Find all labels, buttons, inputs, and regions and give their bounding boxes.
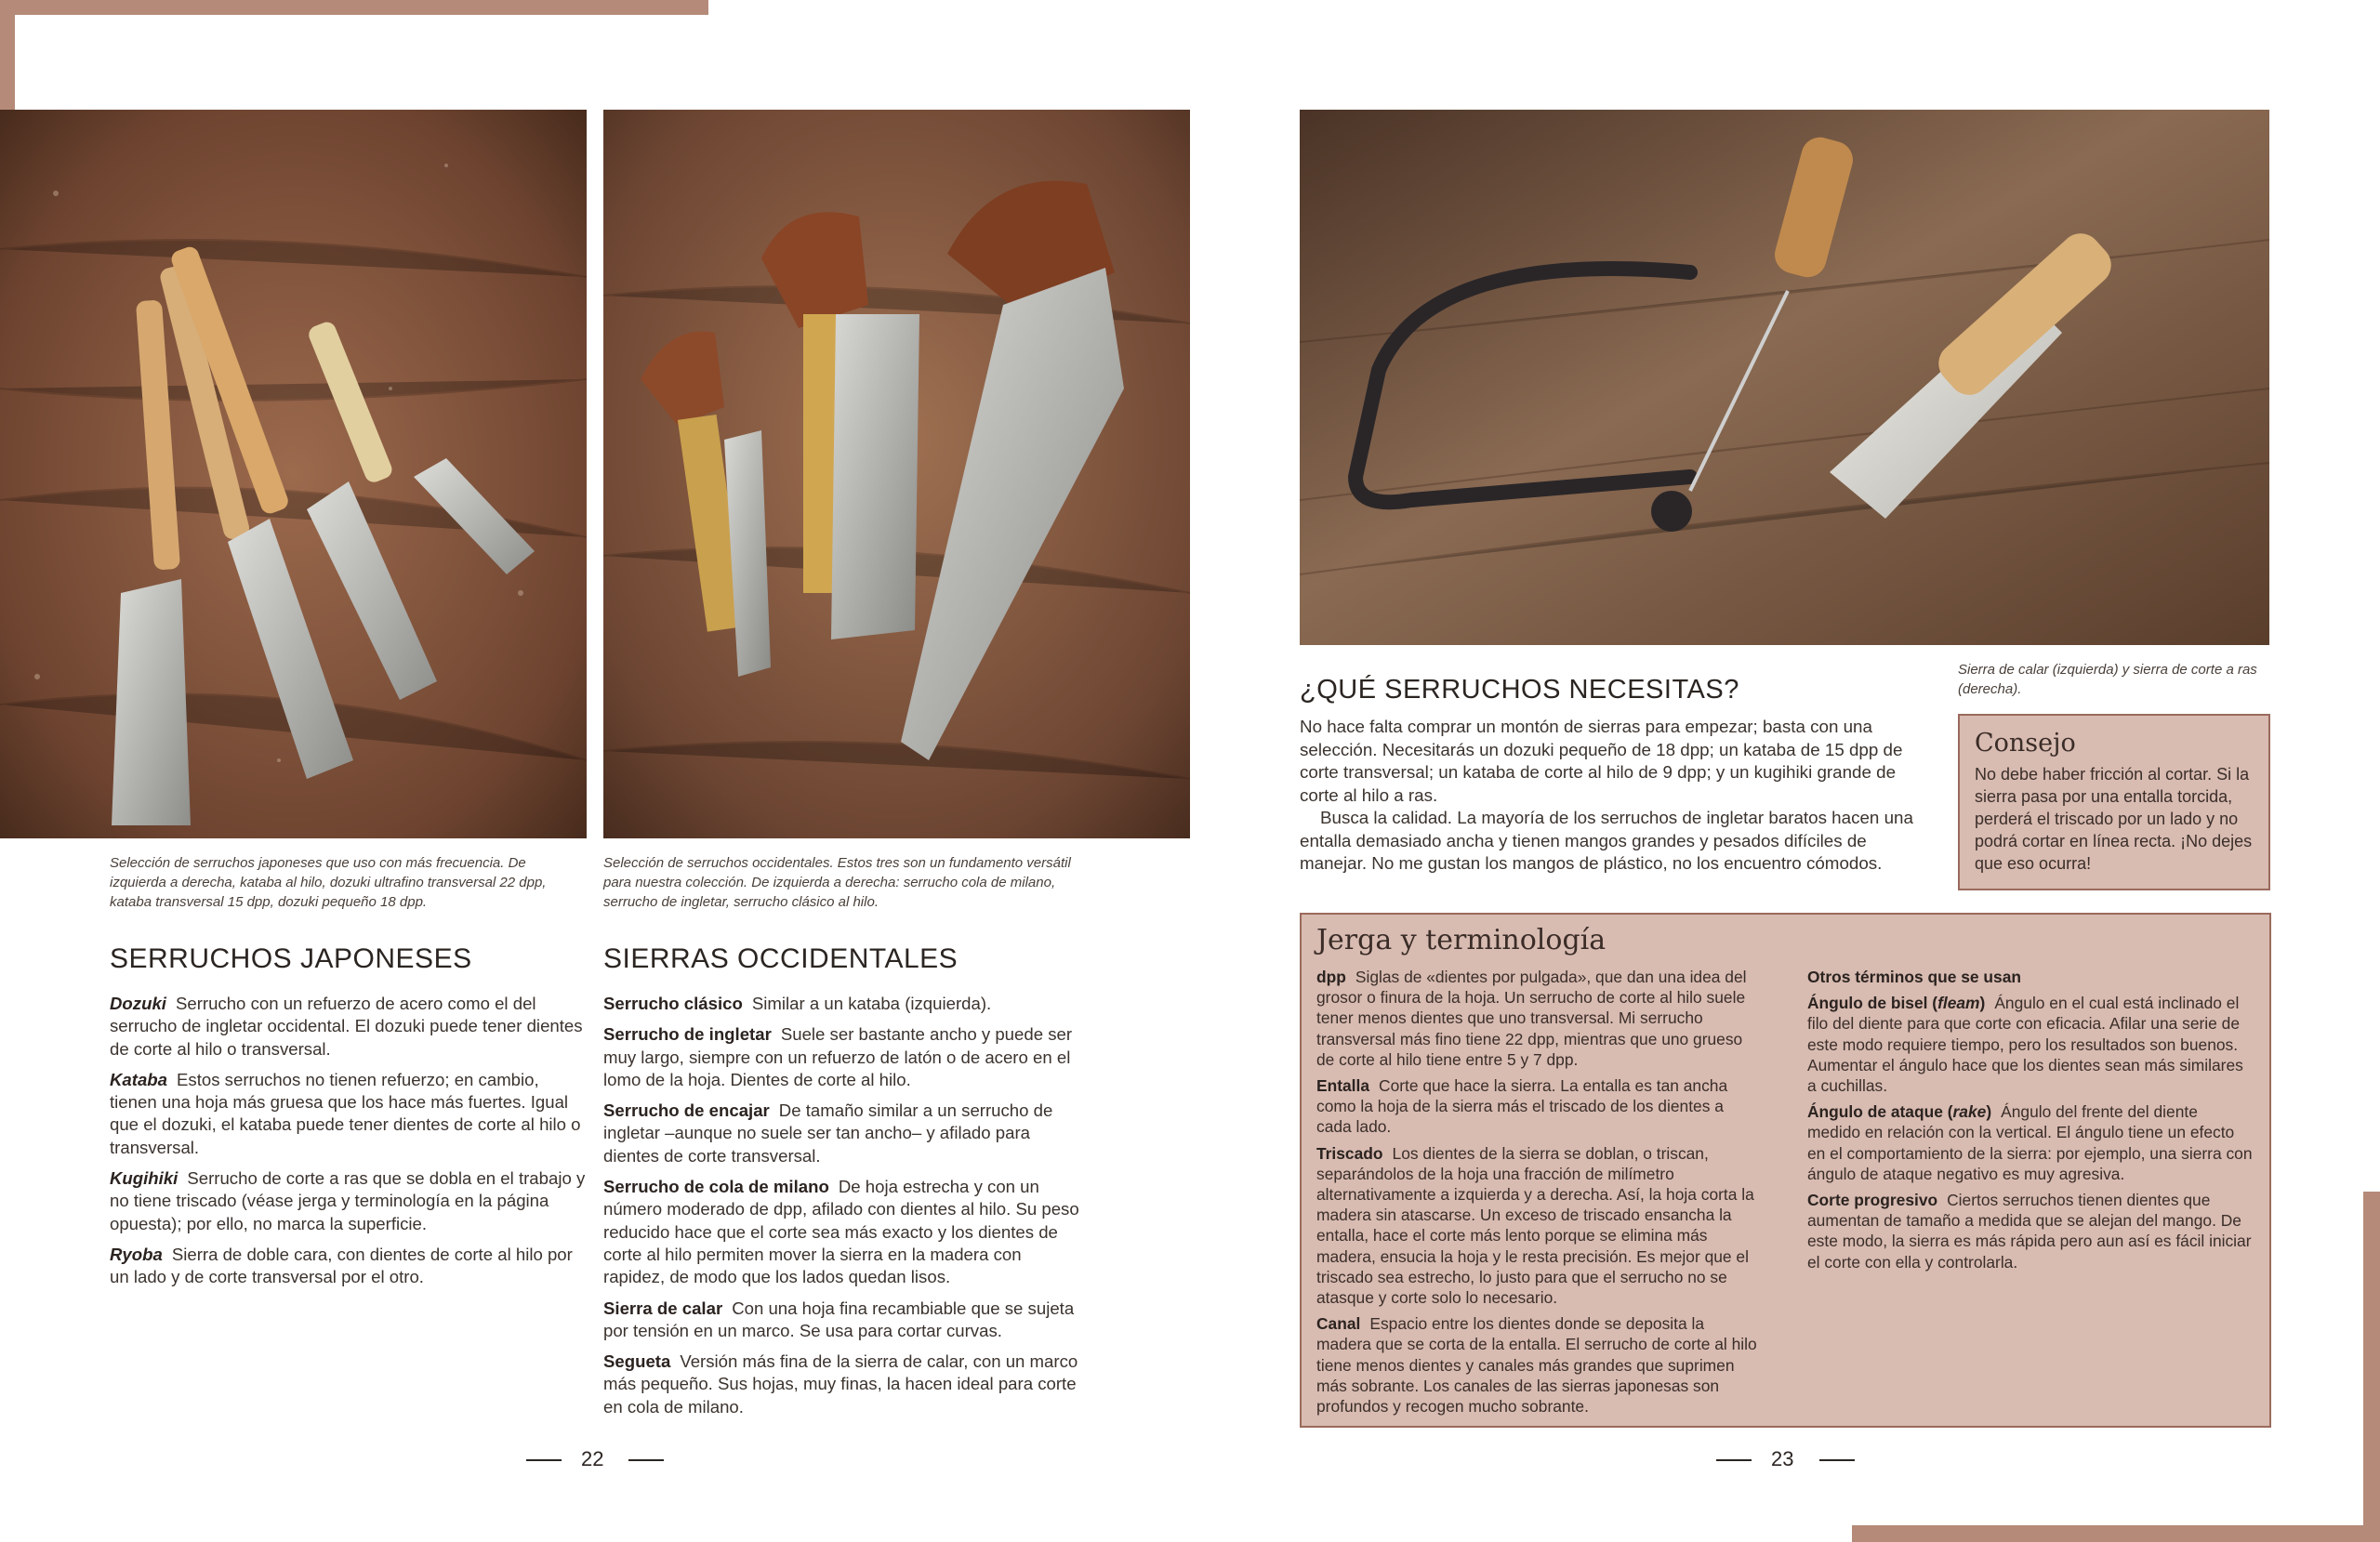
occidentales-entries — [603, 993, 1087, 1427]
jerga-box — [1300, 913, 2271, 1428]
japoneses-entries — [110, 993, 588, 1298]
entry-text: Espacio entre los dientes donde se deposita la madera que se corta de la entalla. El serrucho de corte al hilo tiene menos dientes y canales más grandes que suprimen más sobrante. Los canales de las sierras japonesas son profundos y recogen mucho sobrante. — [1316, 1314, 1757, 1417]
occidentales-entry — [603, 1351, 1087, 1418]
paragraph-2: Busca la calidad. La mayoría de los serruchos de ingletar baratos hacen una entalla demasiado ancha y tienen mangos grandes y pesados difíciles de manejar. No me gustan los mangos de plástico, no los encuentro cómodos. — [1300, 808, 1913, 873]
entry-text: Serrucho de corte a ras que se dobla en el trabajo y no tiene triscado (véase jerga y terminología en la página opuesta); por ello, no marca la superficie. — [110, 1168, 586, 1233]
occidentales-entry — [603, 1100, 1087, 1167]
jerga-entry-angulo-bisel — [1807, 993, 2254, 1096]
entry-term: Corte progresivo — [1807, 1191, 1938, 1210]
jerga-entry-corte-progresivo — [1807, 1190, 2254, 1272]
entry-text: Estos serruchos no tienen refuerzo; en cambio, tienen una hoja más gruesa que los hace más fuertes. Igual que el dozuki, el kataba puede tener dientes de corte al hilo o transversal. — [110, 1069, 581, 1157]
photo1-caption: Selección de serruchos japoneses que uso con más frecuencia. De izquierda a derecha, kataba al hilo, dozuki ultrafino transversal 22 dpp, kataba transversal 15 dpp, dozuki pequeño 18 dpp. — [110, 855, 547, 910]
entry-term: Ryoba — [110, 1244, 163, 1264]
entry-text: Corte que hace la sierra. La entalla es tan ancha como la hoja de la sierra más el triscado de los dientes a cada lado. — [1316, 1076, 1728, 1137]
entry-term: Entalla — [1316, 1076, 1370, 1096]
entry-text: De tamaño similar a un serrucho de ingletar –aunque no suele ser tan ancho– y afilado para dientes de corte transversal. — [603, 1100, 1053, 1166]
entry-term: Serrucho clásico — [603, 994, 743, 1013]
entry-kataba — [110, 1069, 588, 1159]
top-left-accent-bar — [0, 0, 708, 15]
consejo-title: Consejo — [1975, 729, 2076, 758]
page-number-dash-right — [628, 1459, 664, 1461]
section-title-occidentales: SIERRAS OCCIDENTALES — [603, 943, 959, 974]
occidentales-entry — [603, 1298, 1087, 1343]
jerga-entry-canal — [1316, 1313, 1763, 1417]
entry-term: Dozuki — [110, 994, 166, 1013]
left-edge-accent-bar — [0, 0, 15, 110]
entry-text: Sierra de doble cara, con dientes de corte al hilo por un lado y de corte transversal por el otro. — [110, 1244, 573, 1287]
entry-term: Canal — [1316, 1314, 1361, 1334]
entry-term-italic: rake — [1952, 1102, 1987, 1122]
entry-term-end: ) — [1979, 994, 1986, 1013]
jerga-entry-dpp — [1316, 967, 1763, 1070]
entry-ryoba — [110, 1244, 588, 1289]
entry-term: Kataba — [110, 1069, 168, 1089]
japanese-saws-photo — [0, 110, 587, 838]
bottom-right-accent-bar — [1852, 1525, 2380, 1542]
entry-text: Los dientes de la sierra se doblan, o triscan, separándolos de la hoja una fracción de milímetro alternativamente a izquierda y a derecha. Así, la hoja corta la madera sin atascarse. Un exceso de triscado ensancha la entalla, hace el corte más lento porque se elimina más madera, ensucia la hoja y le resta precisión. Es mejor que el triscado sea estrecho, lo justo para que el serrucho no se atasque y corte solo lo necesario. — [1316, 1143, 1754, 1308]
otros-terminos-heading: Otros términos que se usan — [1807, 968, 2022, 986]
page-number-dash-right — [1819, 1459, 1855, 1461]
entry-text: Con una hoja fina recambiable que se sujeta por tensión en un marco. Se usa para cortar curvas. — [603, 1298, 1075, 1340]
entry-term: dpp — [1316, 968, 1346, 986]
entry-text: Suele ser bastante ancho y puede ser muy largo, siempre con un refuerzo de latón o de acero en el lomo de la hoja. Dientes de corte al hilo. — [603, 1024, 1073, 1089]
entry-term-end: ) — [1986, 1102, 1992, 1122]
consejo-text: No debe haber fricción al cortar. Si la sierra pasa por una entalla torcida, perderá el triscado por un lado y no podrá cortar en línea recta. ¡No dejes que eso ocurra! — [1975, 765, 2253, 873]
entry-text: Versión más fina de la sierra de calar, con un marco más pequeño. Sus hojas, muy finas, la hacen ideal para corte en cola de milano. — [603, 1351, 1078, 1417]
western-saws-photo — [603, 110, 1190, 838]
coping-and-flush-saw-photo — [1300, 110, 2269, 645]
entry-term — [1807, 994, 1985, 1012]
entry-text: Similar a un kataba (izquierda). — [751, 994, 992, 1013]
entry-text: Ángulo en el cual está inclinado el filo del diente para que corte con eficacia. Afilar una serie de este modo requiere tiempo, pero los resultados son buenos. Aumentar el ángulo hace que los dientes sean más similares a cuchillas. — [1807, 994, 2243, 1096]
photo2-caption: Selección de serruchos occidentales. Estos tres son un fundamento versátil para nuestra colección. De izquierda a derecha: serrucho cola de milano, serrucho de ingletar, serrucho clásico al hilo. — [603, 855, 1071, 910]
entry-dozuki — [110, 993, 588, 1061]
occidentales-entry — [603, 1176, 1087, 1288]
entry-term-italic: fleam — [1937, 994, 1980, 1013]
entry-term: Serrucho de cola de milano — [603, 1177, 829, 1197]
occidentales-entry — [603, 1023, 1087, 1091]
entry-text: De hoja estrecha y con un número moderado de dpp, afilado con dientes al hilo. Su peso reducido hace que el corte sea más exacto y los dientes de corte al hilo permiten mover la sierra en la madera con rapidez, de modo que los lados quedan lisos. — [603, 1177, 1079, 1287]
entry-term-start: Ángulo de ataque ( — [1807, 1102, 1953, 1122]
que-serruchos-body — [1300, 716, 1923, 876]
entry-term: Kugihiki — [110, 1168, 178, 1189]
section-title-japoneses: SERRUCHOS JAPONESES — [110, 943, 472, 974]
jerga-column-2 — [1807, 967, 2254, 1278]
entry-term: Segueta — [603, 1351, 671, 1372]
entry-term: Triscado — [1316, 1143, 1383, 1163]
entry-text: Serrucho con un refuerzo de acero como el del serrucho de ingletar occidental. El dozuki puede tener dientes de corte al hilo o transversal. — [110, 994, 583, 1059]
entry-text: Ángulo del frente del diente medido en relación con la vertical. El ángulo tiene un efecto en el comportamiento de la sierra: por ejemplo, una sierra con ángulo de ataque negativo es muy agresiva. — [1807, 1102, 2253, 1183]
page-number-23: 23 — [1771, 1447, 1794, 1470]
heading-que-serruchos: ¿QUÉ SERRUCHOS NECESITAS? — [1300, 675, 1739, 705]
page-number-22: 22 — [581, 1447, 604, 1470]
entry-term: Serrucho de encajar — [603, 1100, 770, 1121]
occidentales-entry — [603, 993, 1087, 1015]
page-number-dash-left — [1716, 1459, 1752, 1461]
consejo-box — [1958, 714, 2270, 890]
entry-term: Serrucho de ingletar — [603, 1024, 772, 1045]
photo3-caption: Sierra de calar (izquierda) y sierra de corte a ras (derecha). — [1958, 662, 2257, 697]
jerga-entry-angulo-ataque — [1807, 1101, 2254, 1184]
entry-term-start: Ángulo de bisel ( — [1807, 994, 1938, 1013]
right-edge-accent-bar — [2363, 1192, 2380, 1542]
entry-kugihiki — [110, 1167, 588, 1235]
jerga-entry-triscado — [1316, 1143, 1763, 1309]
entry-term: Sierra de calar — [603, 1298, 723, 1318]
entry-term — [1807, 1102, 1991, 1121]
page-number-dash-left — [526, 1459, 562, 1461]
jerga-column-1 — [1316, 967, 1763, 1422]
entry-text: Ciertos serruchos tienen dientes que aumentan de tamaño a medida que se alejan del mango. De este modo, la sierra es más rápida pero aun así es fácil iniciar el corte con ella y controlarla. — [1807, 1191, 2252, 1272]
paragraph-1: No hace falta comprar un montón de sierras para empezar; basta con una selección. Necesitarás un dozuki pequeño de 18 dpp; un kataba de 15 dpp de corte transversal; un kataba de corte al hilo de 9 dpp; y un kugihiki grande de corte al hilo a ras. — [1300, 717, 1903, 805]
jerga-title: Jerga y terminología — [1316, 924, 1606, 956]
jerga-entry-entalla — [1316, 1075, 1763, 1138]
entry-text: Siglas de «dientes por pulgada», que dan una idea del grosor o finura de la hoja. Un serrucho de corte al hilo suele tener menos dientes que uno transversal. Mi serrucho transversal más fino tiene 22 dpp, mientras que uno grueso de corte al hilo tiene entre 5 y 7 dpp. — [1316, 968, 1747, 1069]
